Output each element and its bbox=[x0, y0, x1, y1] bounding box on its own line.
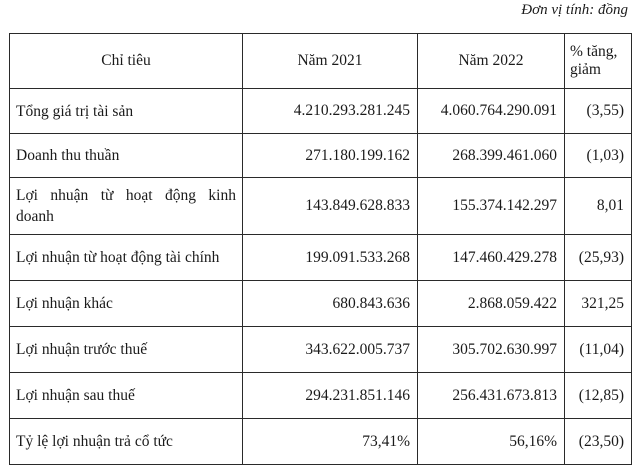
table-row bbox=[10, 327, 632, 373]
row-pct-change: (23,50) bbox=[565, 419, 632, 465]
row-indicator: Lợi nhuận trước thuế bbox=[10, 327, 243, 373]
table-row bbox=[10, 373, 632, 419]
table-row bbox=[10, 235, 632, 281]
row-value-2022: 147.460.429.278 bbox=[418, 235, 565, 281]
row-pct-change: 321,25 bbox=[565, 281, 632, 327]
row-value-2022: 4.060.764.290.091 bbox=[418, 89, 565, 134]
unit-note: Đơn vị tính: đồng bbox=[521, 2, 628, 18]
header-indicator: Chỉ tiêu bbox=[10, 34, 243, 89]
row-indicator: Lợi nhuận từ hoạt động tài chính bbox=[10, 235, 243, 281]
financial-table bbox=[9, 33, 632, 465]
row-indicator: Tổng giá trị tài sản bbox=[10, 89, 243, 134]
row-value-2022: 256.431.673.813 bbox=[418, 373, 565, 419]
row-value-2022: 2.868.059.422 bbox=[418, 281, 565, 327]
row-value-2022: 56,16% bbox=[418, 419, 565, 465]
row-pct-change: (3,55) bbox=[565, 89, 632, 134]
header-year-2022: Năm 2022 bbox=[418, 34, 565, 89]
row-value-2022: 268.399.461.060 bbox=[418, 134, 565, 178]
row-pct-change: (11,04) bbox=[565, 327, 632, 373]
row-value-2021: 199.091.533.268 bbox=[243, 235, 418, 281]
row-pct-change: 8,01 bbox=[565, 178, 632, 235]
row-pct-change: (12,85) bbox=[565, 373, 632, 419]
row-value-2021: 73,41% bbox=[243, 419, 418, 465]
row-indicator: Doanh thu thuần bbox=[10, 134, 243, 178]
row-value-2021: 271.180.199.162 bbox=[243, 134, 418, 178]
row-indicator: Lợi nhuận sau thuế bbox=[10, 373, 243, 419]
row-indicator: Tỷ lệ lợi nhuận trả cổ tức bbox=[10, 419, 243, 465]
row-indicator: Lợi nhuận từ hoạt động kinh doanh bbox=[10, 178, 243, 235]
row-value-2021: 343.622.005.737 bbox=[243, 327, 418, 373]
table-header-row bbox=[10, 34, 632, 89]
row-indicator: Lợi nhuận khác bbox=[10, 281, 243, 327]
table-row bbox=[10, 178, 632, 235]
row-value-2021: 143.849.628.833 bbox=[243, 178, 418, 235]
header-year-2021: Năm 2021 bbox=[243, 34, 418, 89]
table-row bbox=[10, 419, 632, 465]
table-row bbox=[10, 281, 632, 327]
header-pct-change: % tăng, giảm bbox=[565, 34, 632, 89]
row-value-2021: 4.210.293.281.245 bbox=[243, 89, 418, 134]
row-value-2022: 155.374.142.297 bbox=[418, 178, 565, 235]
table-row bbox=[10, 134, 632, 178]
row-pct-change: (25,93) bbox=[565, 235, 632, 281]
table-row bbox=[10, 89, 632, 134]
row-value-2021: 294.231.851.146 bbox=[243, 373, 418, 419]
row-pct-change: (1,03) bbox=[565, 134, 632, 178]
row-value-2022: 305.702.630.997 bbox=[418, 327, 565, 373]
row-value-2021: 680.843.636 bbox=[243, 281, 418, 327]
